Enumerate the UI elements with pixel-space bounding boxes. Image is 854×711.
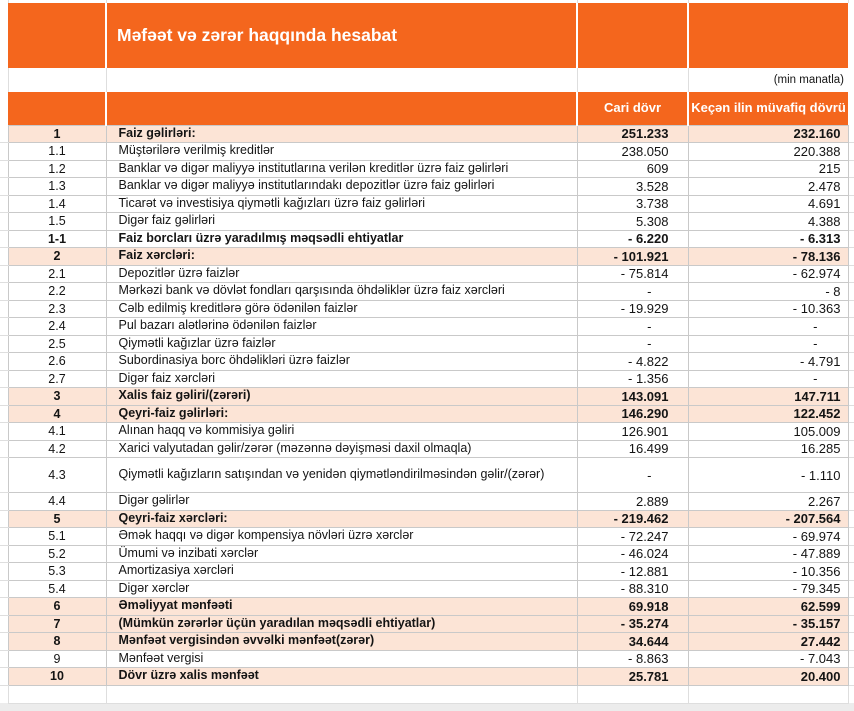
current-value-cell: 143.091	[577, 388, 688, 406]
margin-cell	[0, 405, 8, 423]
header-current-period: Cari dövr	[577, 92, 688, 125]
margin-cell	[848, 160, 854, 178]
row-label-cell: Banklar və digər maliyyə institutlarındakı depozitlər üzrə faiz gəlirləri	[106, 178, 577, 196]
margin-cell	[0, 440, 8, 458]
empty-cell	[106, 685, 577, 703]
previous-value-cell: -	[688, 335, 848, 353]
margin-cell	[0, 703, 8, 711]
table-row	[0, 510, 854, 528]
previous-value-cell: - 47.889	[688, 545, 848, 563]
empty-cell	[8, 685, 106, 703]
current-value-cell: 238.050	[577, 143, 688, 161]
current-value-cell: -	[577, 335, 688, 353]
row-label-cell: Cəlb edilmiş kreditlərə görə ödənilən faizlər	[106, 300, 577, 318]
header-previous-period: Keçən ilin müvafiq dövrü	[688, 92, 848, 125]
margin-cell	[0, 68, 8, 92]
current-value-cell: - 19.929	[577, 300, 688, 318]
table-row	[0, 615, 854, 633]
margin-cell	[848, 195, 854, 213]
row-label-cell: Ticarət və investisiya qiymətli kağızları üzrə faiz gəlirləri	[106, 195, 577, 213]
margin-cell	[0, 213, 8, 231]
previous-value-cell: 122.452	[688, 405, 848, 423]
previous-value-cell: 215	[688, 160, 848, 178]
current-value-cell: - 88.310	[577, 580, 688, 598]
margin-cell	[0, 353, 8, 371]
row-number-cell: 7	[8, 615, 106, 633]
row-number-cell: 2.7	[8, 370, 106, 388]
previous-value-cell: - 62.974	[688, 265, 848, 283]
margin-cell	[848, 318, 854, 336]
previous-value-cell: - 1.110	[688, 458, 848, 493]
previous-value-cell: 4.691	[688, 195, 848, 213]
previous-value-cell: 147.711	[688, 388, 848, 406]
row-number-cell: 4	[8, 405, 106, 423]
margin-cell	[848, 703, 854, 711]
row-number-cell: 2.4	[8, 318, 106, 336]
row-number-cell: 4.3	[8, 458, 106, 493]
row-label-cell: Xarici valyutadan gəlir/zərər (məzənnə dəyişməsi daxil olmaqla)	[106, 440, 577, 458]
row-label-cell: Mənfəət vergisindən əvvəlki mənfəət(zərər)	[106, 633, 577, 651]
margin-cell	[0, 265, 8, 283]
current-value-cell: 3.738	[577, 195, 688, 213]
row-number-cell: 1	[8, 125, 106, 143]
table-row	[0, 388, 854, 406]
margin-cell	[0, 300, 8, 318]
row-label-cell: Alınan haqq və kommisiya gəliri	[106, 423, 577, 441]
current-value-cell: 5.308	[577, 213, 688, 231]
table-row	[0, 195, 854, 213]
row-number-cell: 2.1	[8, 265, 106, 283]
table-row	[0, 370, 854, 388]
empty-cell	[8, 703, 106, 711]
row-label-cell: Qiymətli kağızların satışından və yenidən qiymətləndirilməsindən gəlir/(zərər)	[106, 458, 577, 493]
table-row	[0, 563, 854, 581]
current-value-cell: - 8.863	[577, 650, 688, 668]
table-row	[0, 423, 854, 441]
column-header-row	[0, 92, 854, 125]
row-number-cell: 1-1	[8, 230, 106, 248]
current-value-cell: 2.889	[577, 493, 688, 511]
table-row	[0, 178, 854, 196]
current-value-cell: 251.233	[577, 125, 688, 143]
table-row	[0, 353, 854, 371]
margin-cell	[848, 230, 854, 248]
table-row	[0, 160, 854, 178]
empty-row	[0, 685, 854, 703]
margin-cell	[0, 650, 8, 668]
margin-cell	[848, 510, 854, 528]
margin-cell	[0, 143, 8, 161]
row-number-cell: 5	[8, 510, 106, 528]
margin-cell	[848, 213, 854, 231]
row-label-cell: Digər xərclər	[106, 580, 577, 598]
current-value-cell: - 4.822	[577, 353, 688, 371]
previous-value-cell: 62.599	[688, 598, 848, 616]
row-label-cell: Digər gəlirlər	[106, 493, 577, 511]
row-number-cell: 3	[8, 388, 106, 406]
table-row	[0, 248, 854, 266]
current-value-cell: -	[577, 458, 688, 493]
row-label-cell: Digər faiz xərcləri	[106, 370, 577, 388]
margin-cell	[0, 370, 8, 388]
row-label-cell: Müştərilərə verilmiş kreditlər	[106, 143, 577, 161]
previous-value-cell: 220.388	[688, 143, 848, 161]
margin-cell	[0, 388, 8, 406]
table-row	[0, 440, 854, 458]
header-cell-blank	[8, 92, 106, 125]
table-row	[0, 598, 854, 616]
margin-cell	[848, 143, 854, 161]
current-value-cell: -	[577, 318, 688, 336]
margin-cell	[0, 335, 8, 353]
row-number-cell: 10	[8, 668, 106, 686]
row-number-cell: 5.1	[8, 528, 106, 546]
empty-cell	[688, 703, 848, 711]
row-number-cell: 2.5	[8, 335, 106, 353]
table-row	[0, 230, 854, 248]
current-value-cell: - 12.881	[577, 563, 688, 581]
margin-cell	[848, 598, 854, 616]
previous-value-cell: - 6.313	[688, 230, 848, 248]
previous-value-cell: - 8	[688, 283, 848, 301]
previous-value-cell: 20.400	[688, 668, 848, 686]
row-number-cell: 2.6	[8, 353, 106, 371]
previous-value-cell: - 78.136	[688, 248, 848, 266]
row-label-cell: Dövr üzrə xalis mənfəət	[106, 668, 577, 686]
row-number-cell: 2	[8, 248, 106, 266]
current-value-cell: 3.528	[577, 178, 688, 196]
current-value-cell: 34.644	[577, 633, 688, 651]
table-row	[0, 458, 854, 493]
row-number-cell: 1.1	[8, 143, 106, 161]
previous-value-cell: 27.442	[688, 633, 848, 651]
previous-value-cell: 232.160	[688, 125, 848, 143]
banner-cell	[8, 3, 106, 68]
margin-cell	[0, 545, 8, 563]
margin-cell	[0, 3, 8, 68]
previous-value-cell: 105.009	[688, 423, 848, 441]
table-row	[0, 125, 854, 143]
current-value-cell: - 101.921	[577, 248, 688, 266]
row-label-cell: Xalis faiz gəliri/(zərəri)	[106, 388, 577, 406]
row-label-cell: Qeyri-faiz gəlirləri:	[106, 405, 577, 423]
empty-cell	[8, 68, 106, 92]
margin-cell	[848, 440, 854, 458]
previous-value-cell: - 69.974	[688, 528, 848, 546]
margin-cell	[0, 493, 8, 511]
margin-cell	[848, 458, 854, 493]
margin-cell	[848, 423, 854, 441]
row-label-cell: Amortizasiya xərcləri	[106, 563, 577, 581]
row-number-cell: 5.3	[8, 563, 106, 581]
row-number-cell: 5.4	[8, 580, 106, 598]
previous-value-cell: - 79.345	[688, 580, 848, 598]
row-number-cell: 1.2	[8, 160, 106, 178]
current-value-cell: - 35.274	[577, 615, 688, 633]
current-value-cell: - 219.462	[577, 510, 688, 528]
row-label-cell: Subordinasiya borc öhdəlikləri üzrə faizlər	[106, 353, 577, 371]
margin-cell	[0, 160, 8, 178]
row-label-cell: Əməliyyat mənfəəti	[106, 598, 577, 616]
current-value-cell: - 72.247	[577, 528, 688, 546]
previous-value-cell: -	[688, 370, 848, 388]
margin-cell	[0, 510, 8, 528]
row-number-cell: 4.2	[8, 440, 106, 458]
margin-cell	[848, 125, 854, 143]
current-value-cell: 609	[577, 160, 688, 178]
table-row	[0, 493, 854, 511]
banner-cell	[688, 3, 848, 68]
current-value-cell: -	[577, 283, 688, 301]
margin-cell	[848, 92, 854, 125]
current-value-cell: 16.499	[577, 440, 688, 458]
margin-cell	[848, 685, 854, 703]
margin-cell	[0, 615, 8, 633]
row-number-cell: 4.4	[8, 493, 106, 511]
table-row	[0, 335, 854, 353]
previous-value-cell: 16.285	[688, 440, 848, 458]
empty-cell	[106, 68, 577, 92]
margin-cell	[0, 248, 8, 266]
margin-cell	[0, 685, 8, 703]
previous-value-cell: -	[688, 318, 848, 336]
table-row	[0, 668, 854, 686]
margin-cell	[848, 3, 854, 68]
margin-cell	[0, 125, 8, 143]
header-cell-blank	[106, 92, 577, 125]
empty-cell	[577, 68, 688, 92]
margin-cell	[0, 230, 8, 248]
current-value-cell: 25.781	[577, 668, 688, 686]
table-row	[0, 213, 854, 231]
table-row	[0, 580, 854, 598]
table-row	[0, 633, 854, 651]
margin-cell	[848, 528, 854, 546]
margin-cell	[0, 92, 8, 125]
margin-cell	[848, 300, 854, 318]
row-number-cell: 1.4	[8, 195, 106, 213]
current-value-cell: - 75.814	[577, 265, 688, 283]
current-value-cell: 69.918	[577, 598, 688, 616]
row-number-cell: 1.3	[8, 178, 106, 196]
margin-cell	[848, 265, 854, 283]
margin-cell	[848, 370, 854, 388]
margin-cell	[0, 283, 8, 301]
current-value-cell: 146.290	[577, 405, 688, 423]
margin-cell	[848, 545, 854, 563]
table-row	[0, 265, 854, 283]
margin-cell	[0, 195, 8, 213]
row-number-cell: 1.5	[8, 213, 106, 231]
empty-cell	[688, 685, 848, 703]
table-row	[0, 650, 854, 668]
margin-cell	[848, 615, 854, 633]
row-label-cell: Əmək haqqı və digər kompensiya növləri üzrə xərclər	[106, 528, 577, 546]
report-title-banner	[0, 3, 854, 68]
margin-cell	[0, 318, 8, 336]
unit-note: (min manatla)	[773, 74, 844, 86]
margin-cell	[0, 580, 8, 598]
margin-cell	[848, 248, 854, 266]
row-number-cell: 8	[8, 633, 106, 651]
margin-cell	[848, 68, 854, 92]
table-row	[0, 283, 854, 301]
banner-cell	[577, 3, 688, 68]
row-number-cell: 5.2	[8, 545, 106, 563]
unit-note-row	[0, 68, 854, 92]
row-label-cell: Faiz gəlirləri:	[106, 125, 577, 143]
row-label-cell: Pul bazarı alətlərinə ödənilən faizlər	[106, 318, 577, 336]
row-label-cell: Ümumi və inzibati xərclər	[106, 545, 577, 563]
margin-cell	[848, 388, 854, 406]
table-row	[0, 300, 854, 318]
row-label-cell: Qeyri-faiz xərcləri:	[106, 510, 577, 528]
margin-cell	[848, 633, 854, 651]
row-label-cell: Depozitlər üzrə faizlər	[106, 265, 577, 283]
page-title: Məfəət və zərər haqqında hesabat	[106, 3, 577, 68]
margin-cell	[848, 178, 854, 196]
row-label-cell: Mənfəət vergisi	[106, 650, 577, 668]
current-value-cell: - 46.024	[577, 545, 688, 563]
margin-cell	[848, 335, 854, 353]
margin-cell	[0, 598, 8, 616]
row-number-cell: 2.3	[8, 300, 106, 318]
margin-cell	[848, 353, 854, 371]
row-number-cell: 9	[8, 650, 106, 668]
table-row	[0, 143, 854, 161]
row-number-cell: 4.1	[8, 423, 106, 441]
previous-value-cell: - 10.363	[688, 300, 848, 318]
row-label-cell: Mərkəzi bank və dövlət fondları qarşısında öhdəliklər üzrə faiz xərcləri	[106, 283, 577, 301]
footer-strip	[0, 703, 854, 711]
empty-cell	[577, 685, 688, 703]
row-number-cell: 6	[8, 598, 106, 616]
table-row	[0, 405, 854, 423]
margin-cell	[848, 580, 854, 598]
row-label-cell: Faiz xərcləri:	[106, 248, 577, 266]
previous-value-cell: - 4.791	[688, 353, 848, 371]
margin-cell	[848, 493, 854, 511]
previous-value-cell: - 35.157	[688, 615, 848, 633]
previous-value-cell: - 10.356	[688, 563, 848, 581]
table-row	[0, 318, 854, 336]
empty-cell	[577, 703, 688, 711]
margin-cell	[848, 405, 854, 423]
margin-cell	[848, 563, 854, 581]
margin-cell	[0, 633, 8, 651]
margin-cell	[0, 563, 8, 581]
empty-cell	[106, 703, 577, 711]
margin-cell	[0, 423, 8, 441]
previous-value-cell: 2.267	[688, 493, 848, 511]
table-row	[0, 545, 854, 563]
previous-value-cell: 2.478	[688, 178, 848, 196]
table-row	[0, 528, 854, 546]
current-value-cell: - 1.356	[577, 370, 688, 388]
row-number-cell: 2.2	[8, 283, 106, 301]
margin-cell	[0, 178, 8, 196]
row-label-cell: Banklar və digər maliyyə institutlarına verilən kreditlər üzrə faiz gəlirləri	[106, 160, 577, 178]
row-label-cell: Digər faiz gəlirləri	[106, 213, 577, 231]
margin-cell	[848, 283, 854, 301]
margin-cell	[848, 668, 854, 686]
row-label-cell: Faiz borcları üzrə yaradılmış məqsədli ehtiyatlar	[106, 230, 577, 248]
margin-cell	[0, 528, 8, 546]
current-value-cell: - 6.220	[577, 230, 688, 248]
margin-cell	[848, 650, 854, 668]
margin-cell	[0, 668, 8, 686]
previous-value-cell: 4.388	[688, 213, 848, 231]
previous-value-cell: - 207.564	[688, 510, 848, 528]
current-value-cell: 126.901	[577, 423, 688, 441]
row-label-cell: Qiymətli kağızlar üzrə faizlər	[106, 335, 577, 353]
previous-value-cell: - 7.043	[688, 650, 848, 668]
margin-cell	[0, 458, 8, 493]
row-label-cell: (Mümkün zərərlər üçün yaradılan məqsədli ehtiyatlar)	[106, 615, 577, 633]
